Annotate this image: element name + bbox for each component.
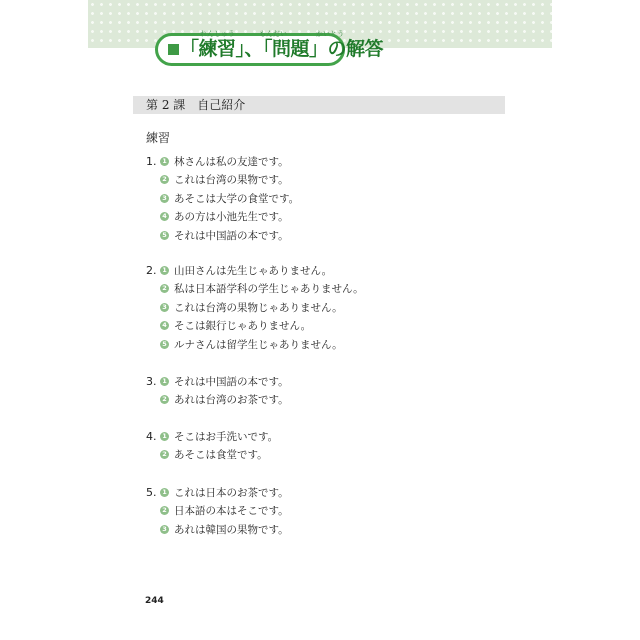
page-title: 「練習」、「問題」の解答 xyxy=(180,38,384,60)
answer-text: 日本語の本はそこです。 xyxy=(174,505,289,517)
answer-text: あれは韓国の果物です。 xyxy=(174,523,289,536)
answer-line xyxy=(146,392,289,408)
answer-line xyxy=(146,190,299,206)
exercise-number: 3. xyxy=(146,374,157,388)
numbered-circle-icon: 2 xyxy=(160,175,169,184)
numbered-circle-icon: 1 xyxy=(160,266,169,275)
answer-text: 私は日本語学科の学生じゃありません。 xyxy=(174,283,364,295)
answer-line xyxy=(146,281,364,297)
numbered-circle-icon: 2 xyxy=(160,506,169,515)
answer-text: 山田さんは先生じゃありません。 xyxy=(174,264,333,277)
answer-text: これは台湾の果物です。 xyxy=(174,174,289,186)
answer-text: そこはお手洗いです。 xyxy=(174,430,279,443)
numbered-circle-icon: 1 xyxy=(160,377,169,386)
numbered-circle-icon: 3 xyxy=(160,525,169,534)
numbered-circle-icon: 4 xyxy=(160,212,169,221)
answer-text: それは中国語の本です。 xyxy=(174,375,289,388)
numbered-circle-icon: 5 xyxy=(160,340,169,349)
answer-text: あそこは食堂です。 xyxy=(174,449,268,461)
numbered-circle-icon: 2 xyxy=(160,395,169,404)
answer-line xyxy=(146,172,289,188)
numbered-circle-icon: 1 xyxy=(160,488,169,497)
answer-line xyxy=(146,227,289,243)
numbered-circle-icon: 4 xyxy=(160,321,169,330)
answer-text: あの方は小池先生です。 xyxy=(174,211,289,223)
title-bullet-icon xyxy=(168,44,179,55)
lesson-title: 第 2 課 自己紹介 xyxy=(146,98,246,112)
answer-line xyxy=(146,373,289,389)
answer-text: あそこは大学の食堂です。 xyxy=(174,192,300,205)
numbered-circle-icon: 1 xyxy=(160,157,169,166)
answer-line xyxy=(146,447,268,463)
exercise-number: 1. xyxy=(146,154,157,168)
answer-text: これは台湾の果物じゃありません。 xyxy=(174,301,343,314)
exercise-number: 2. xyxy=(146,263,157,277)
ruby-mondai: もんだい xyxy=(259,30,287,38)
numbered-circle-icon: 1 xyxy=(160,432,169,441)
answer-line xyxy=(146,484,289,500)
exercise-number: 5. xyxy=(146,485,157,499)
numbered-circle-icon: 2 xyxy=(160,450,169,459)
answer-line xyxy=(146,299,343,315)
answer-text: それは中国語の本です。 xyxy=(174,229,289,242)
answer-line xyxy=(146,209,289,225)
answer-text: これは日本のお茶です。 xyxy=(174,486,289,499)
numbered-circle-icon: 3 xyxy=(160,194,169,203)
answer-line xyxy=(146,521,289,537)
numbered-circle-icon: 3 xyxy=(160,303,169,312)
answer-text: 林さんは私の友達です。 xyxy=(174,155,289,168)
section-heading: 練習 xyxy=(146,131,171,145)
answer-line xyxy=(146,153,289,169)
exercise-number: 4. xyxy=(146,429,157,443)
numbered-circle-icon: 2 xyxy=(160,284,169,293)
answer-text: そこは銀行じゃありません。 xyxy=(174,320,312,332)
answer-text: あれは台湾のお茶です。 xyxy=(174,394,289,406)
answer-line xyxy=(146,318,311,334)
answer-text: ルナさんは留学生じゃありません。 xyxy=(174,338,343,351)
answer-line xyxy=(146,428,278,444)
ruby-renshuu: れんしゅう xyxy=(200,30,235,38)
answer-line xyxy=(146,503,289,519)
answer-line xyxy=(146,336,343,352)
ruby-kaitou: かいとう xyxy=(316,30,344,38)
answer-line xyxy=(146,262,332,278)
numbered-circle-icon: 5 xyxy=(160,231,169,240)
page-number: 244 xyxy=(145,596,164,606)
